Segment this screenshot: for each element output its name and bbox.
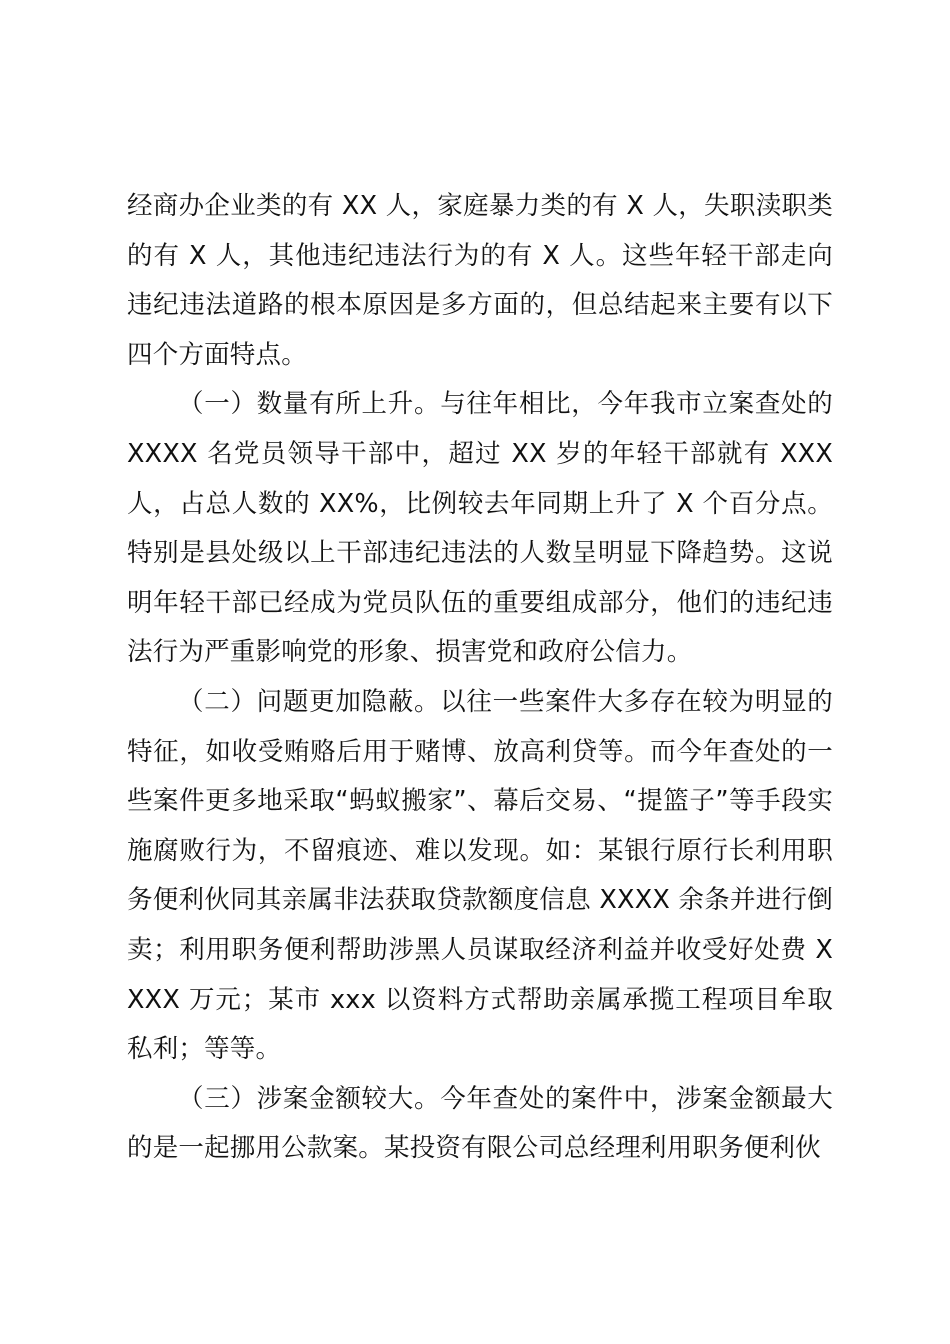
paragraph-section-one: （一）数量有所上升。与往年相比，今年我市立案查处的XXXX 名党员领导干部中，超过 XX 岁的年轻干部就有 XXX 人，占总人数的 XX%，比例较去年同期上升了 X 个百分点。特别是县处级以上干部违纪违法的人数呈明显下降趋势。这说明年轻干部已经成为党员队伍的重要组成部分，他们的违纪违法行为严重影响党的形象、损害党和政府公信力。 bbox=[127, 389, 833, 668]
document-body bbox=[127, 182, 833, 1174]
paragraph-section-two: （二）问题更加隐蔽。以往一些案件大多存在较为明显的特征，如收受贿赂后用于赌博、放高利贷等。而今年查处的一些案件更多地采取“蚂蚁搬家”、幕后交易、“提篮子”等手段实施腐败行为，不留痕迹、难以发现。如：某银行原行长利用职务便利伙同其亲属非法获取贷款额度信息 XXXX 余条并进行倒卖；利用职务便利帮助涉黑人员谋取经济利益并收受好处费 XXXX 万元；某市 xxx 以资料方式帮助亲属承揽工程项目牟取私利；等等。 bbox=[127, 686, 833, 1065]
paragraph-intro: 经商办企业类的有 XX 人，家庭暴力类的有 X 人，失职渎职类的有 X 人，其他违纪违法行为的有 X 人。这些年轻干部走向违纪违法道路的根本原因是多方面的，但总结起来主要有以下四个方面特点。 bbox=[127, 191, 833, 370]
paragraph-section-three: （三）涉案金额较大。今年查处的案件中，涉案金额最大的是一起挪用公款案。某投资有限公司总经理利用职务便利伙 bbox=[127, 1083, 833, 1164]
